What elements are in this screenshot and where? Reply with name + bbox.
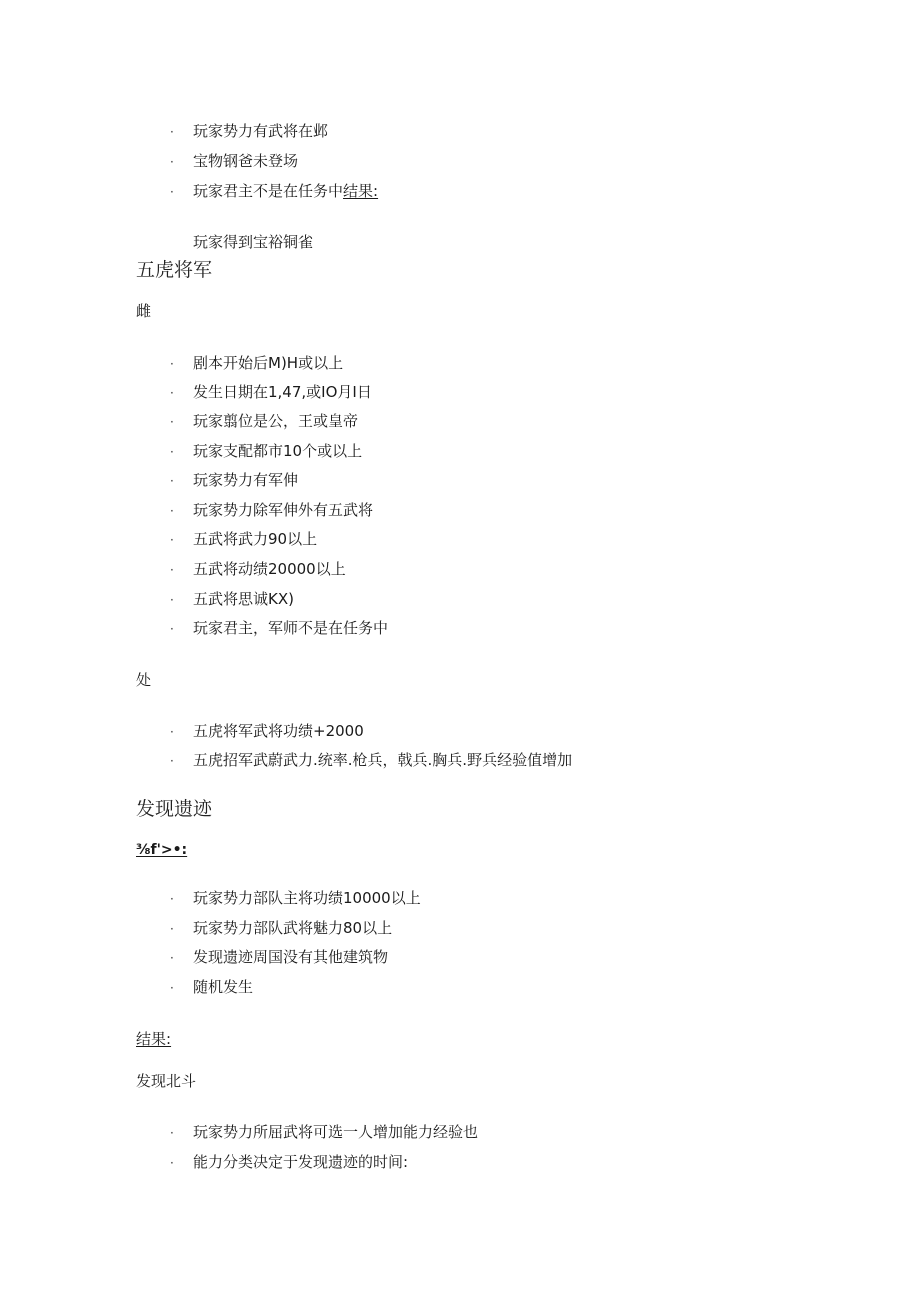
condition-text: 玩家势力有武将在邺: [193, 122, 329, 140]
bullet-icon: ·: [170, 1126, 174, 1140]
list-item: [170, 618, 388, 639]
bullet-icon: ·: [170, 445, 174, 459]
bullet-icon: ·: [170, 563, 174, 577]
list-item: [170, 559, 346, 580]
list-item: [170, 888, 421, 909]
result-text: 玩家势力所屈武将可选一人增加能力经验也: [193, 1123, 479, 1141]
condition-text: 宝物钢爸未登场: [193, 152, 299, 170]
list-item: [170, 977, 253, 998]
condition-text: 发生日期在1,47,或IO月I日: [193, 383, 372, 401]
list-item: [170, 589, 294, 610]
condition-text: 玩家势力部队主将功绩10000以上: [193, 889, 421, 907]
bullet-icon: ·: [170, 386, 174, 400]
condition-text: 玩家君主，军师不是在任务中: [193, 619, 389, 637]
bullet-icon: ·: [170, 125, 174, 139]
bullet-icon: ·: [170, 951, 174, 965]
list-item: [170, 470, 298, 491]
list-item: [170, 750, 572, 771]
condition-text: 五武将动绩20000以上: [193, 560, 346, 578]
result-text: 能力分类决定于发现遗迹的时间:: [193, 1153, 409, 1171]
list-item: [170, 441, 362, 462]
bullet-icon: ·: [170, 754, 174, 768]
list-item: [170, 947, 388, 968]
list-item: [170, 411, 358, 432]
condition-text: 玩家势力部队武将魅力80以上: [193, 919, 393, 937]
bullet-icon: ·: [170, 474, 174, 488]
condition-label: ⅜f'>•:: [136, 842, 188, 858]
result-text: 五虎将军武将功绩+2000: [193, 722, 364, 740]
result-label: 处: [136, 671, 152, 689]
bullet-icon: ·: [170, 922, 174, 936]
bullet-icon: ·: [170, 622, 174, 636]
bullet-icon: ·: [170, 593, 174, 607]
condition-text: 发现遗迹周国没有其他建筑物: [193, 948, 389, 966]
list-item: [170, 918, 392, 939]
bullet-icon: ·: [170, 1156, 174, 1170]
condition-text: 剧本开始后M)H或以上: [193, 354, 344, 372]
bullet-icon: ·: [170, 504, 174, 518]
list-item: [170, 353, 343, 374]
bullet-icon: ·: [170, 415, 174, 429]
condition-text: 玩家势力有军伸: [193, 471, 299, 489]
condition-text: 玩家翦位是公，王或皇帝: [193, 412, 359, 430]
bullet-icon: ·: [170, 155, 174, 169]
list-item: [170, 181, 378, 202]
bullet-icon: ·: [170, 185, 174, 199]
condition-label: 雌: [136, 302, 152, 320]
bullet-icon: ·: [170, 725, 174, 739]
list-item: [170, 151, 298, 172]
bullet-icon: ·: [170, 533, 174, 547]
list-item: [170, 121, 328, 142]
list-item: [170, 382, 372, 403]
section-heading: 五虎将军: [136, 259, 213, 281]
result-label: 结果:: [136, 1030, 172, 1048]
condition-text: 五武将思诚KX): [193, 590, 294, 608]
bullet-icon: ·: [170, 357, 174, 371]
condition-text: 玩家支配都市10个或以上: [193, 442, 363, 460]
condition-text: 五武将武力90以上: [193, 530, 318, 548]
result-title: 发现北斗: [136, 1072, 197, 1090]
list-item: [170, 529, 317, 550]
bullet-icon: ·: [170, 892, 174, 906]
list-item: [170, 500, 373, 521]
list-item: [170, 721, 364, 742]
section-heading: 发现遗迹: [136, 798, 213, 820]
result-label: 结果:: [343, 182, 379, 200]
condition-text: 随机发生: [193, 978, 254, 996]
bullet-icon: ·: [170, 981, 174, 995]
result-text: 玩家得到宝裕铜雀: [193, 233, 314, 251]
condition-text: 玩家势力除军伸外有五武将: [193, 501, 374, 519]
list-item: [170, 1152, 408, 1173]
condition-text: 玩家君主不是在任务中: [193, 182, 344, 200]
list-item: [170, 1122, 478, 1143]
result-text: 五虎招军武蔚武力.统率.枪兵，戟兵.胸兵.野兵经验值增加: [193, 751, 573, 769]
